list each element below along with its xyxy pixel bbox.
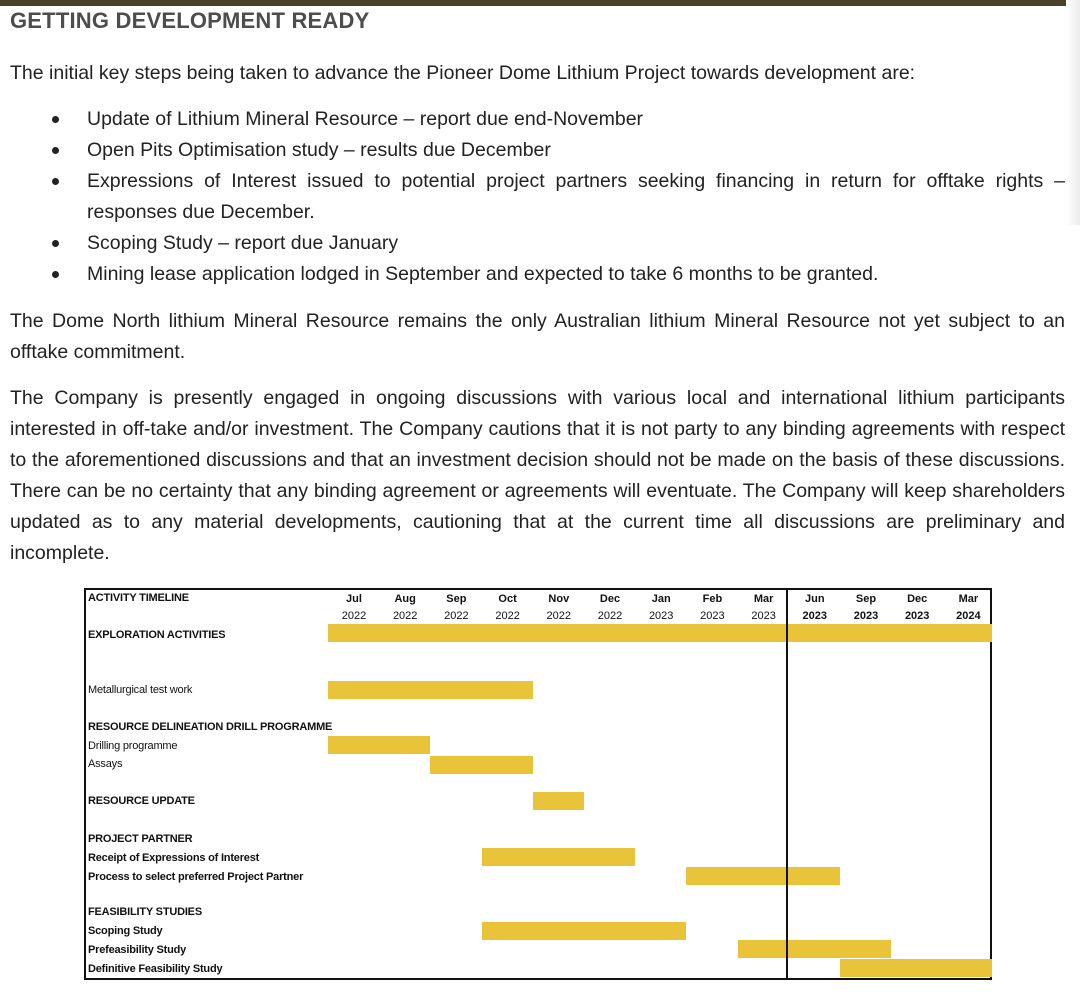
year-label: 2023 xyxy=(751,610,776,622)
bullet-icon xyxy=(52,178,59,185)
timeline-bar xyxy=(533,792,584,810)
bullet-icon xyxy=(52,147,59,154)
month-label: Oct xyxy=(498,593,517,605)
timeline-month-header xyxy=(738,591,790,625)
year-label: 2022 xyxy=(495,610,520,622)
year-label: 2024 xyxy=(956,610,981,622)
timeline-frame xyxy=(84,588,992,980)
year-label: 2022 xyxy=(597,610,623,622)
timeline-divider xyxy=(786,588,788,980)
timeline-row-label: EXPLORATION ACTIVITIES xyxy=(88,629,226,641)
year-label: 2023 xyxy=(853,610,879,622)
timeline-month-header xyxy=(686,591,738,625)
timeline-row-label: Scoping Study xyxy=(88,925,163,937)
timeline-row-label: RESOURCE UPDATE xyxy=(88,795,195,807)
section-heading: GETTING DEVELOPMENT READY xyxy=(10,8,370,33)
month-label: Mar xyxy=(753,593,774,605)
timeline-bar xyxy=(328,681,533,699)
timeline-month-header xyxy=(328,591,380,625)
bullet-icon xyxy=(52,240,59,247)
timeline-row-label: Definitive Feasibility Study xyxy=(88,963,223,975)
year-label: 2023 xyxy=(904,610,930,622)
month-label: Feb xyxy=(702,593,723,605)
timeline-row-label: FEASIBILITY STUDIES xyxy=(88,906,202,918)
timeline-bar xyxy=(686,867,840,885)
intro-paragraph: The initial key steps being taken to advance the Pioneer Dome Lithium Project towards development are: xyxy=(10,62,916,84)
bullet-icon xyxy=(52,116,59,123)
timeline-bar xyxy=(482,848,636,866)
timeline-title: ACTIVITY TIMELINE xyxy=(88,592,189,604)
year-label: 2023 xyxy=(648,610,674,622)
year-label: 2022 xyxy=(444,610,469,622)
month-label: Jul xyxy=(346,593,362,605)
timeline-month-header xyxy=(635,591,687,625)
timeline-row-label: RESOURCE DELINEATION DRILL PROGRAMME xyxy=(88,721,333,733)
timeline-row-label: Assays xyxy=(88,758,123,770)
month-label: Nov xyxy=(548,593,570,605)
timeline-bar xyxy=(430,756,532,774)
year-label: 2023 xyxy=(700,610,725,622)
year-label: 2022 xyxy=(341,610,367,622)
timeline-month-header xyxy=(482,591,534,625)
discussions-paragraph: The Company is presently engaged in ongoing discussions with various local and international lithium participants interested in off-take and/or investment. The Company cautions that it is not party to any binding agreements with respect to the aforementioned discussions and that an investment decision should not be made on the basis of these discussions. There can be no certainty that any binding agreement or agreements will eventuate. The Company will keep shareholders updated as to any material developments, cautioning that at the current time all discussions are preliminary and incomplete. xyxy=(10,387,1065,564)
month-label: Sep xyxy=(855,593,877,605)
timeline-bar xyxy=(738,940,892,958)
timeline-row-label: Prefeasibility Study xyxy=(88,944,187,956)
month-label: Sep xyxy=(446,593,467,605)
month-label: Mar xyxy=(958,593,979,605)
timeline-bar xyxy=(328,736,430,754)
bullet-icon xyxy=(52,271,59,278)
list-item: Scoping Study – report due January xyxy=(0,228,1065,259)
year-label: 2022 xyxy=(546,610,572,622)
key-steps-list xyxy=(0,104,1080,290)
offtake-paragraph: The Dome North lithium Mineral Resource remains the only Australian lithium Mineral Resource not yet subject to an offtake commitment. xyxy=(10,310,1065,363)
list-item: Update of Lithium Mineral Resource – report due end-November xyxy=(0,104,1065,135)
timeline-month-header xyxy=(430,591,482,625)
year-label: 2022 xyxy=(392,610,418,622)
month-label: Dec xyxy=(599,593,621,605)
timeline-bar xyxy=(840,959,992,977)
timeline-month-header xyxy=(891,591,943,625)
list-item: Mining lease application lodged in September and expected to take 6 months to be granted. xyxy=(0,259,1065,290)
month-label: Jun xyxy=(805,593,825,605)
timeline-row-label: PROJECT PARTNER xyxy=(88,833,193,845)
timeline-row-label: Process to select preferred Project Partner xyxy=(88,871,304,883)
timeline-bar xyxy=(328,624,992,642)
month-label: Jan xyxy=(651,593,671,605)
timeline-row-label: Drilling programme xyxy=(88,740,178,752)
timeline-month-header xyxy=(533,591,585,625)
month-label: Dec xyxy=(907,593,928,605)
timeline-bar xyxy=(482,922,687,940)
list-item: Open Pits Optimisation study – results due December xyxy=(0,135,1065,166)
list-item: Expressions of Interest issued to potential project partners seeking financing in return for offtake rights – responses due December. xyxy=(0,166,1065,228)
year-label: 2023 xyxy=(802,610,828,622)
timeline-month-header xyxy=(584,591,636,625)
timeline-month-header xyxy=(379,591,431,625)
timeline-row-label: Metallurgical test work xyxy=(88,684,193,696)
timeline-month-header xyxy=(840,591,892,625)
timeline-row-label: Receipt of Expressions of Interest xyxy=(88,852,260,864)
timeline-month-header xyxy=(942,591,994,625)
top-border xyxy=(0,0,1080,6)
month-label: Aug xyxy=(394,593,416,605)
timeline-month-header xyxy=(789,591,841,625)
